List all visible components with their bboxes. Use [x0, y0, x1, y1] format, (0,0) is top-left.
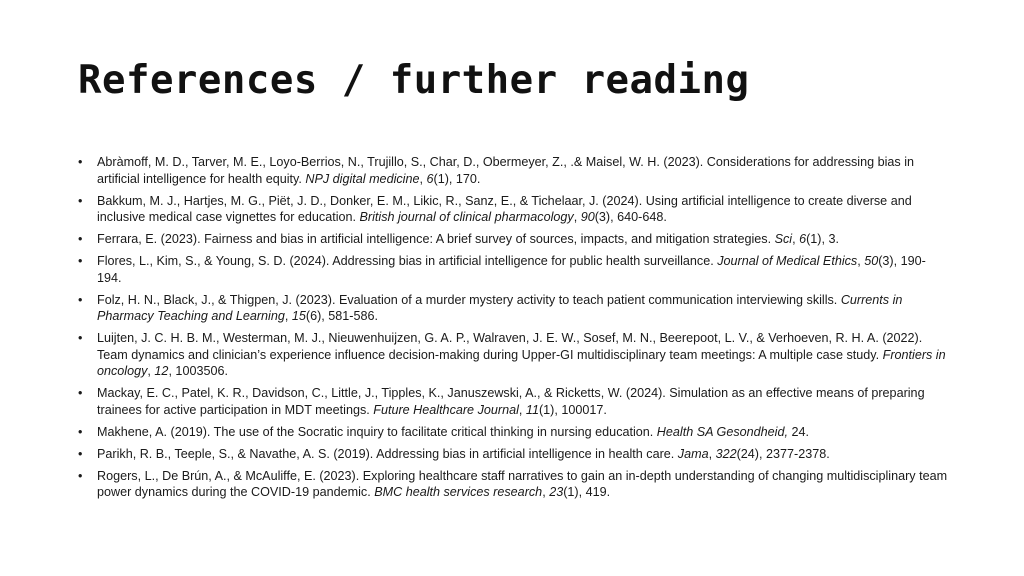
bullet: •	[78, 292, 83, 307]
reference-item	[78, 154, 950, 187]
reference-pages: (1), 3.	[806, 232, 839, 246]
reference-journal: Health SA Gesondheid,	[656, 424, 788, 439]
reference-pages: (6), 581-586.	[305, 309, 378, 323]
reference-item	[78, 231, 950, 248]
bullet: •	[78, 254, 83, 268]
reference-volume: 11	[525, 402, 539, 417]
reference-separator: ,	[573, 210, 581, 224]
reference-text: Folz, H. N., Black, J., & Thigpen, J. (2023). Evaluation of a murder mystery activity to teach patient communication interviewing skills.	[97, 292, 841, 307]
reference-separator: ,	[284, 309, 292, 323]
reference-pages: , 1003506.	[168, 364, 228, 378]
bullet: •	[78, 232, 83, 246]
bullet: •	[78, 386, 83, 400]
reference-item	[78, 468, 950, 501]
reference-separator: ,	[708, 446, 716, 461]
reference-item	[78, 330, 950, 380]
bullet: •	[78, 331, 83, 345]
reference-pages: 24.	[791, 424, 809, 439]
reference-volume: 322	[715, 446, 737, 461]
reference-separator: ,	[857, 254, 865, 268]
reference-journal: Journal of Medical Ethics	[717, 254, 858, 268]
reference-volume: 6	[426, 171, 434, 186]
reference-journal: NPJ digital medicine	[305, 171, 420, 186]
reference-item	[78, 193, 950, 226]
reference-separator: ,	[147, 364, 155, 378]
reference-pages: (1), 170.	[433, 171, 481, 186]
reference-journal: Jama	[677, 446, 709, 461]
reference-pages: (3), 190-194.	[97, 254, 926, 285]
reference-separator: ,	[419, 171, 427, 186]
reference-volume: 12	[154, 364, 169, 378]
reference-journal: Currents in Pharmacy Teaching and Learning	[97, 292, 903, 323]
reference-separator: ,	[542, 485, 550, 499]
reference-volume: 50	[864, 254, 879, 268]
reference-volume: 15	[291, 309, 306, 323]
bullet: •	[78, 155, 83, 169]
reference-item	[78, 253, 950, 286]
bullet: •	[78, 193, 83, 208]
reference-journal: Future Healthcare Journal	[373, 402, 519, 417]
reference-journal: Frontiers in oncology	[97, 347, 946, 378]
reference-separator: ,	[518, 402, 526, 417]
reference-text: Rogers, L., De Brún, A., & McAuliffe, E. (2023). Exploring healthcare staff narratives to gain an in-depth understanding of changing multidisciplinary team power dynamics during the COVID-19 pandemic.	[97, 468, 948, 499]
reference-item	[78, 385, 950, 418]
reference-text: Luijten, J. C. H. B. M., Westerman, M. J., Nieuwenhuijzen, G. A. P., Walraven, J. E. W., Sosef, M. N., Beerepoot, L. V., & Verhoeven, R. H. A. (2022). Team dynamics and clinician’s experience influence decision-making during Upper-GI multidisciplinary team meetings: A multiple case study.	[97, 331, 923, 362]
reference-item	[78, 424, 950, 441]
reference-pages: (1), 419.	[563, 485, 611, 499]
reference-pages: (3), 640-648.	[594, 210, 667, 224]
reference-item	[78, 446, 950, 463]
bullet: •	[78, 446, 83, 461]
reference-pages: (1), 100017.	[538, 402, 607, 417]
reference-text: Parikh, R. B., Teeple, S., & Navathe, A. S. (2019). Addressing bias in artificial intelligence in health care.	[97, 446, 678, 461]
reference-text: Mackay, E. C., Patel, K. R., Davidson, C., Little, J., Tipples, K., Januszewski, A., & Ricketts, W. (2024). Simulation as an effective means of preparing trainees for active participation in MDT meetings.	[97, 386, 925, 417]
reference-text: Ferrara, E. (2023). Fairness and bias in artificial intelligence: A brief survey of sources, impacts, and mitigation strategies.	[97, 232, 775, 246]
reference-text: Makhene, A. (2019). The use of the Socratic inquiry to facilitate critical thinking in nursing education.	[97, 424, 657, 439]
reference-volume: 90	[580, 210, 595, 224]
reference-pages: (24), 2377-2378.	[736, 446, 830, 461]
reference-separator: ,	[792, 232, 800, 246]
bullet: •	[78, 424, 83, 439]
bullet: •	[78, 468, 83, 483]
reference-volume: 23	[549, 485, 564, 499]
reference-journal: BMC health services research	[374, 485, 543, 499]
reference-list	[78, 154, 950, 506]
reference-text: Flores, L., Kim, S., & Young, S. D. (2024). Addressing bias in artificial intelligence for public health surveillance.	[97, 254, 718, 268]
reference-volume: 6	[799, 232, 807, 246]
reference-text: Abràmoff, M. D., Tarver, M. E., Loyo-Berrios, N., Trujillo, S., Char, D., Obermeyer, Z., .& Maisel, W. H. (2023). Considerations for addressing bias in artificial intelligence for health equity.	[97, 155, 915, 186]
slide-title: References / further reading	[78, 58, 750, 103]
reference-item	[78, 292, 950, 325]
reference-journal: British journal of clinical pharmacology	[359, 210, 574, 224]
reference-text: Bakkum, M. J., Hartjes, M. G., Piët, J. D., Donker, E. M., Likic, R., Sanz, E., & Tichelaar, J. (2024). Using artificial intelligence to create diverse and inclusive medical case vignettes for education.	[97, 193, 912, 224]
reference-journal: Sci	[774, 232, 793, 246]
